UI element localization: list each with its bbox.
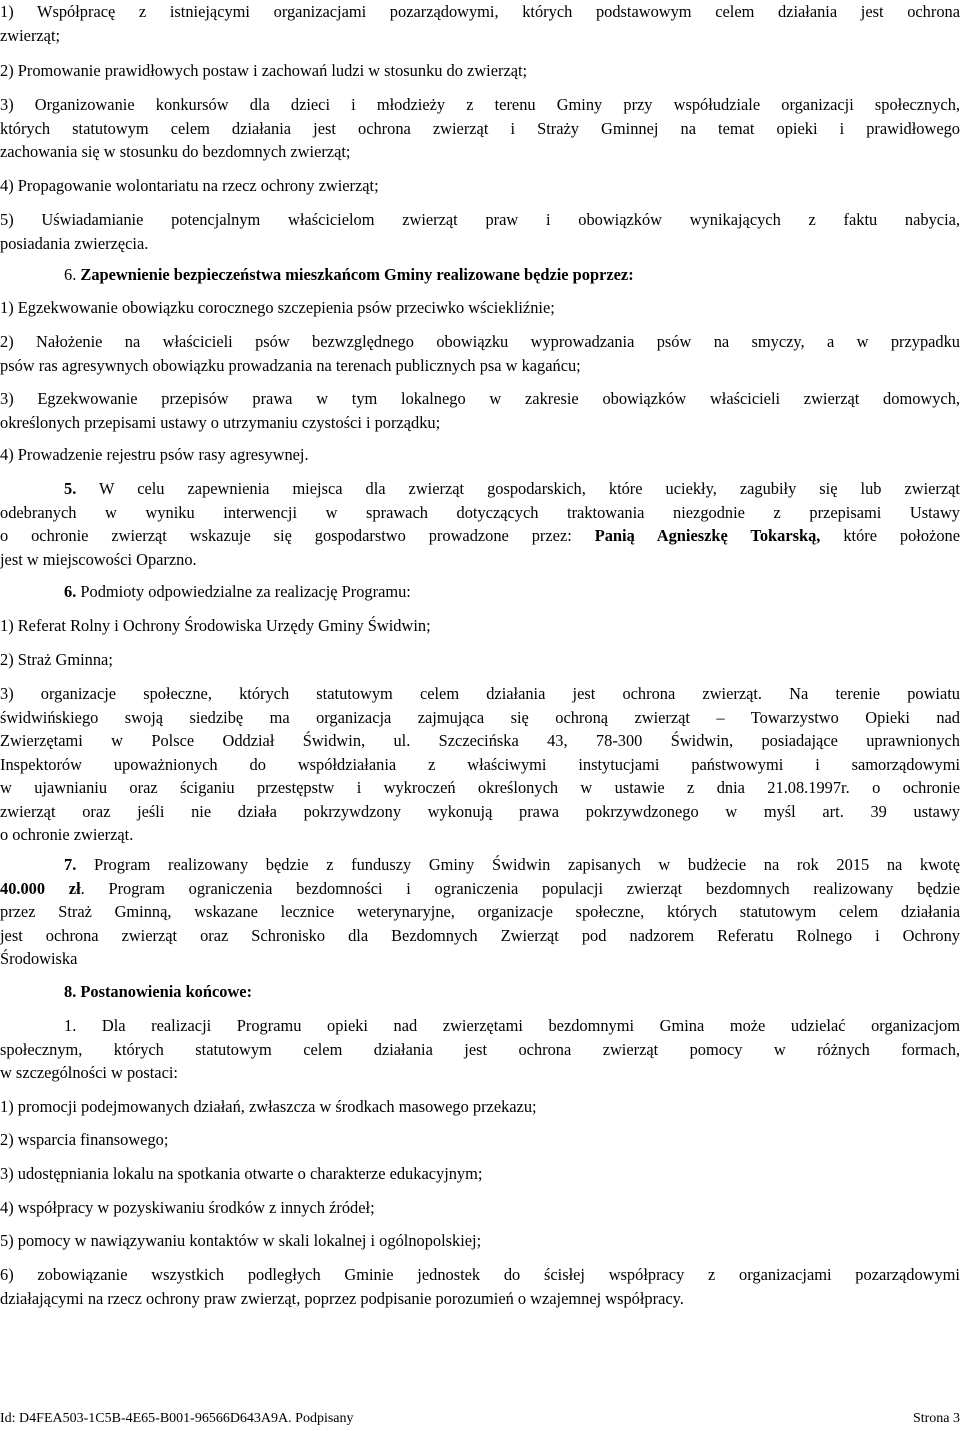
text-line: 3) Organizowanie konkursów dla dzieci i młodzieży z terenu Gminy przy współudziale organizacji społecznych, — [0, 95, 960, 114]
section-number: 6. — [64, 582, 77, 601]
section-title: Zapewnienie bezpieczeństwa mieszkańcom Gminy realizowane będzie poprzez: — [80, 265, 634, 284]
text-line: odebranych w wyniku interwencji w sprawach dotyczących traktowania niezgodnie z przepisami Ustawy — [0, 502, 960, 522]
text-line: które położone — [843, 526, 960, 545]
list-item — [0, 387, 960, 434]
list-item — [0, 1128, 960, 1152]
text-line: 1) Egzekwowanie obowiązku corocznego szczepienia psów przeciwko wściekliźnie; — [0, 298, 555, 317]
text-line: w ujawnianiu oraz ściganiu przestępstw i wykroczeń określonych w ustawie z dnia 21.08.1997r. o ochronie — [0, 778, 960, 797]
text-line: których statutowym celem działania jest ochrona zwierząt i Straży Gminnej na temat opieki i prawidłowego — [0, 118, 960, 138]
section-8-paragraph — [0, 1014, 960, 1085]
list-item — [0, 93, 960, 164]
text-line: 4) Prowadzenie rejestru psów rasy agresywnej. — [0, 445, 309, 464]
text-line: W celu zapewnienia miejsca dla zwierząt gospodarskich, które uciekły, zagubiły się lub zwierząt — [99, 479, 960, 498]
list-item — [0, 1095, 960, 1119]
list-item — [0, 614, 960, 638]
text-line: 1) Referat Rolny i Ochrony Środowiska Urzędy Gminy Świdwin; — [0, 616, 431, 635]
section-heading — [0, 580, 960, 604]
section-number: 6. — [64, 265, 77, 284]
text-line: działającymi na rzecz ochrony praw zwierząt, poprzez podpisanie porozumień o wzajemnej współpracy. — [0, 1288, 684, 1308]
section-heading — [0, 263, 960, 287]
text-line: 3) Egzekwowanie przepisów prawa w tym lokalnego w zakresie obowiązków właścicieli zwierząt domowych, — [0, 389, 960, 408]
text-line: 2) Promowanie prawidłowych postaw i zachowań ludzi w stosunku do zwierząt; — [0, 61, 528, 80]
text-line: Środowiska — [0, 949, 78, 968]
list-item — [0, 682, 960, 847]
list-item — [0, 296, 960, 320]
section-5-paragraph — [0, 477, 960, 571]
section-number: 5. — [64, 479, 77, 498]
text-line: 4) Propagowanie wolontariatu na rzecz ochrony zwierząt; — [0, 176, 379, 195]
text-line: 3) organizacje społeczne, których statutowym celem działania jest ochrona zwierząt. Na terenie powiatu — [0, 684, 960, 703]
text-line: posiadania zwierzęcia. — [0, 233, 149, 253]
text-line: 2) Nałożenie na właścicieli psów bezwzględnego obowiązku wyprowadzania psów na smyczy, a w przypadku — [0, 332, 960, 351]
list-item — [0, 0, 960, 47]
text-line: zwierząt; — [0, 25, 61, 45]
section-number: 7. — [64, 855, 77, 874]
text-line: 2) wsparcia finansowego; — [0, 1130, 169, 1149]
text-line: 1) promocji podejmowanych działań, zwłaszcza w środkach masowego przekazu; — [0, 1097, 537, 1116]
text-line: Inspektorów upoważnionych do współdziałania z właściwymi instytucjami państwowymi i samorządowymi — [0, 754, 960, 774]
list-item — [0, 1263, 960, 1310]
text-line: 1. Dla realizacji Programu opieki nad zwierzętami bezdomnymi Gmina może udzielać organizacjom — [64, 1016, 960, 1035]
text-line: 5) pomocy w nawiązywaniu kontaktów w skali lokalnej i ogólnopolskiej; — [0, 1231, 482, 1250]
text-line: 1) Współpracę z istniejącymi organizacjami pozarządowymi, których podstawowym celem działania jest ochrona — [0, 2, 960, 21]
text-line: 6) zobowiązanie wszystkich podległych Gminie jednostek do ścisłej współpracy z organizacjami pozarządowymi — [0, 1265, 960, 1284]
list-item — [0, 648, 960, 672]
amount: 40.000 zł — [0, 878, 81, 898]
text-line: . Program ograniczenia bezdomności i ograniczenia populacji zwierząt bezdomnych realizowany będzie — [80, 878, 960, 898]
list-item — [0, 330, 960, 377]
text-line: 2) Straż Gminna; — [0, 650, 113, 669]
text-line: 5) Uświadamianie potencjalnym właścicielom zwierząt praw i obowiązków wynikających z faktu nabycia, — [0, 210, 960, 229]
list-item — [0, 208, 960, 255]
document-id: Id: D4FEA503-1C5B-4E65-B001-96566D643A9A. Podpisany — [0, 1411, 354, 1426]
text-line: 3) udostępniania lokalu na spotkania otwarte o charakterze edukacyjnym; — [0, 1164, 483, 1183]
section-heading — [0, 980, 960, 1004]
text-line: określonych przepisami ustawy o utrzymaniu czystości i porządku; — [0, 412, 441, 432]
list-item — [0, 174, 960, 198]
text-line: jest w miejscowości Oparzno. — [0, 549, 197, 569]
section-title: 8. Postanowienia końcowe: — [64, 982, 253, 1001]
page-footer — [0, 1411, 960, 1431]
text-line: przez Straż Gminną, wskazane lecznice weterynaryjne, organizacje społeczne, których statutowym celem działania — [0, 902, 960, 921]
text-line: Program realizowany będzie z funduszy Gminy Świdwin zapisanych w budżecie na rok 2015 na kwotę — [93, 855, 960, 874]
text-line: o ochronie zwierząt. — [0, 825, 134, 844]
list-item — [0, 443, 960, 467]
text-line: świdwińskiego swoją siedzibę ma organizacja zajmująca się ochroną zwierząt – Towarzystwo Opieki nad — [0, 707, 960, 727]
list-item — [0, 59, 960, 83]
section-title: Podmioty odpowiedzialne za realizację Programu: — [80, 582, 411, 601]
section-7-paragraph — [0, 853, 960, 971]
text-line: 4) współpracy w pozyskiwaniu środków z innych źródeł; — [0, 1198, 375, 1217]
list-item — [0, 1196, 960, 1220]
text-line: w szczególności w postaci: — [0, 1063, 178, 1082]
text-line: Zwierzętami w Polsce Oddział Świdwin, ul. Szczecińska 43, 78-300 Świdwin, posiadające uprawnionych — [0, 731, 960, 750]
list-item — [0, 1162, 960, 1186]
bold-name: Panią Agnieszkę Tokarską, — [594, 526, 821, 545]
list-item — [0, 1229, 960, 1253]
text-line: zachowania się w stosunku do bezdomnych zwierząt; — [0, 142, 351, 161]
text-line: o ochronie zwierząt wskazuje się gospodarstwo prowadzone przez: — [0, 526, 572, 545]
text-line: zwierząt oraz jeśli nie działa pokrzywdzony wykonują prawa pokrzywdzonego w myśl art. 39 ustawy — [0, 801, 960, 821]
text-line: psów ras agresywnych obowiązku prowadzania na terenach publicznych psa w kagańcu; — [0, 355, 581, 375]
text-line: jest ochrona zwierząt oraz Schronisko dla Bezdomnych Zwierząt pod nadzorem Referatu Rolnego i Ochrony — [0, 925, 960, 945]
page-number: Strona 3 — [912, 1411, 960, 1426]
text-line: społecznym, których statutowym celem działania jest ochrona zwierząt pomocy w różnych formach, — [0, 1039, 960, 1059]
